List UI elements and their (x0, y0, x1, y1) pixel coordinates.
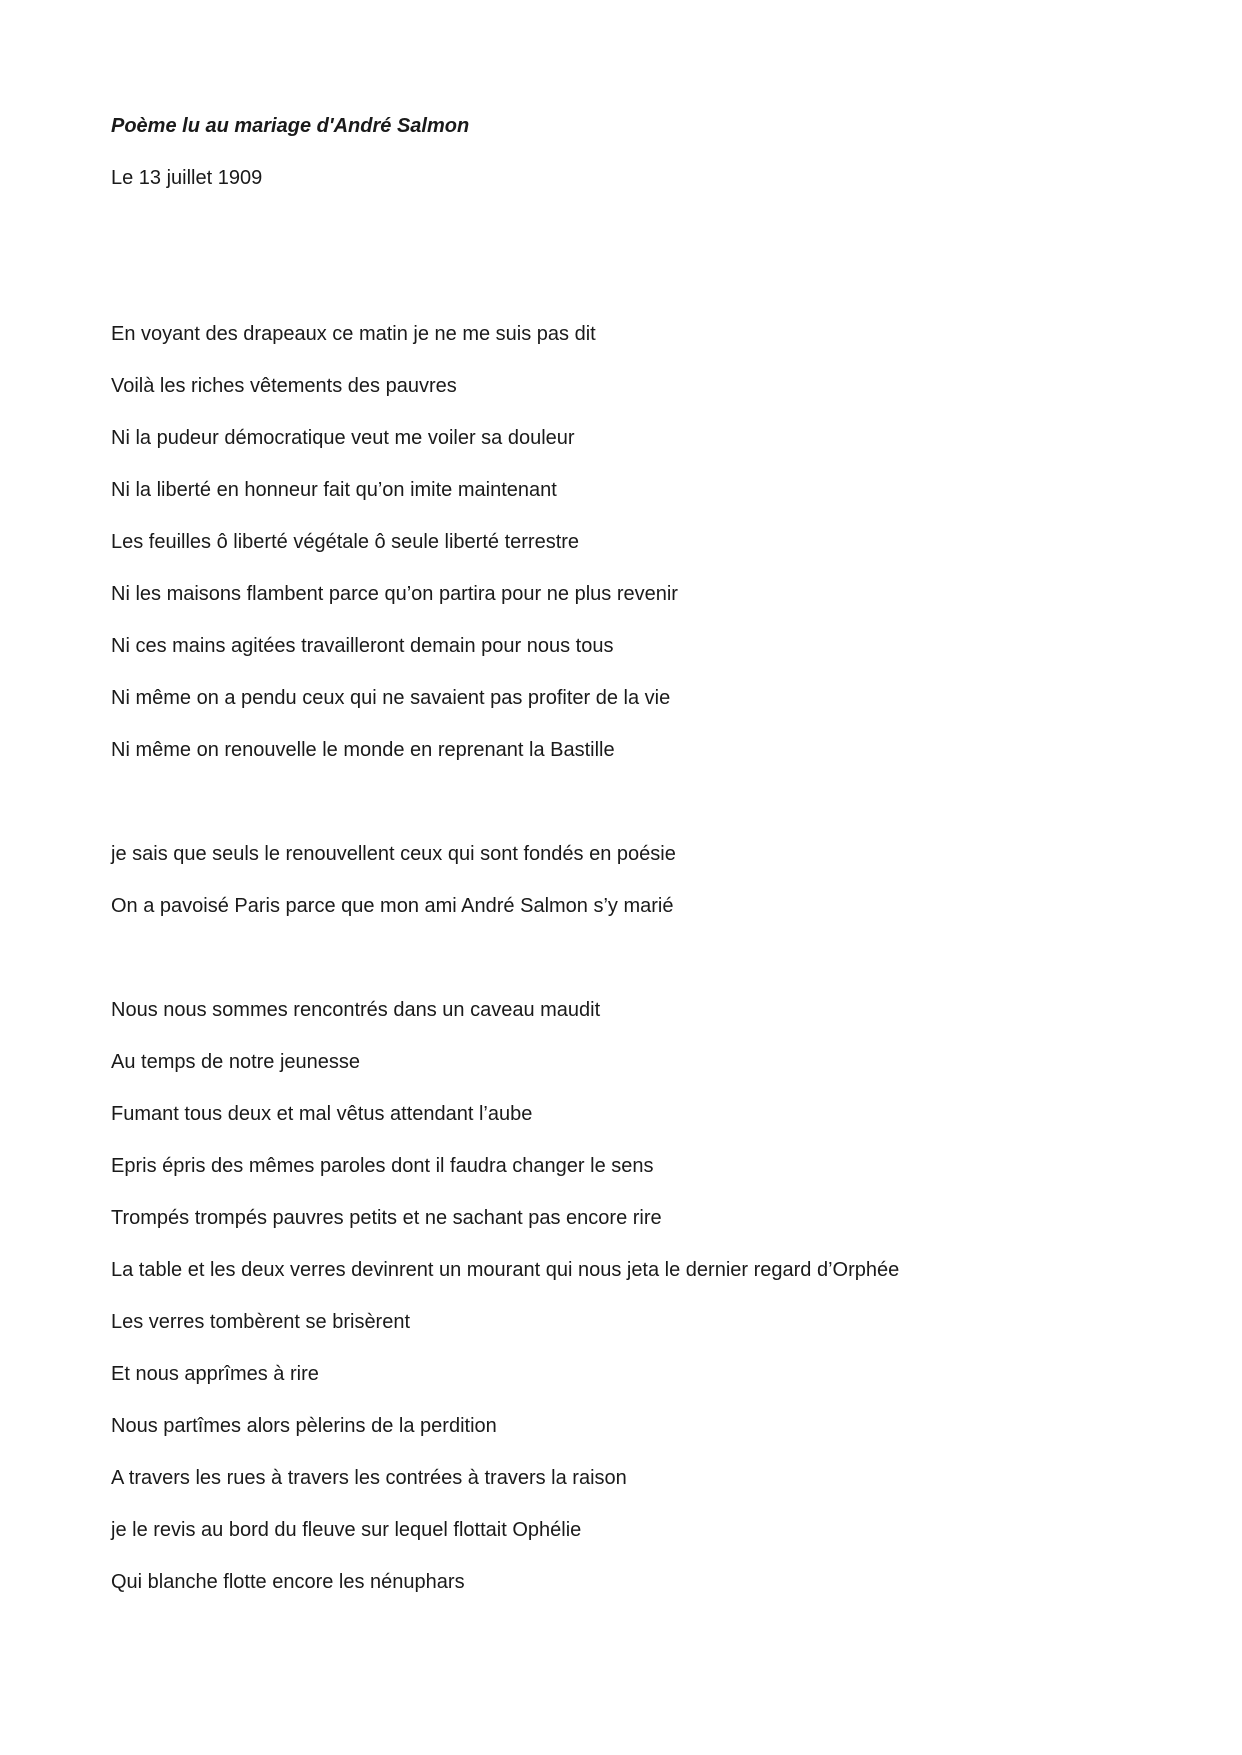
verse-line: Nous nous sommes rencontrés dans un caveau maudit (111, 999, 601, 1021)
verse-line: Ni même on a pendu ceux qui ne savaient pas profiter de la vie (111, 687, 671, 709)
verse-line: Ni la pudeur démocratique veut me voiler sa douleur (111, 427, 575, 449)
verse-line: Ni même on renouvelle le monde en reprenant la Bastille (111, 739, 615, 761)
verse-line: Fumant tous deux et mal vêtus attendant l’aube (111, 1103, 533, 1125)
verse-line: Ni les maisons flambent parce qu’on partira pour ne plus revenir (111, 583, 678, 605)
verse-line: Les verres tombèrent se brisèrent (111, 1311, 411, 1333)
stanza-3 (111, 997, 1131, 1595)
stanza-1 (111, 321, 1131, 763)
verse-line: Et nous apprîmes à rire (111, 1363, 319, 1385)
verse-line: Voilà les riches vêtements des pauvres (111, 375, 457, 397)
verse-line: Ni la liberté en honneur fait qu’on imite maintenant (111, 479, 557, 501)
stanza-2 (111, 841, 1131, 919)
verse-line: Les feuilles ô liberté végétale ô seule liberté terrestre (111, 531, 580, 553)
poem-title: Poème lu au mariage d'André Salmon (111, 115, 470, 137)
verse-line: Trompés trompés pauvres petits et ne sachant pas encore rire (111, 1207, 662, 1229)
verse-line: Qui blanche flotte encore les nénuphars (111, 1571, 465, 1593)
verse-line: je sais que seuls le renouvellent ceux qui sont fondés en poésie (111, 843, 676, 865)
verse-line: Epris épris des mêmes paroles dont il faudra changer le sens (111, 1155, 654, 1177)
verse-line: je le revis au bord du fleuve sur lequel flottait Ophélie (111, 1519, 582, 1541)
poem-body (111, 113, 1131, 1595)
verse-line: Nous partîmes alors pèlerins de la perdition (111, 1415, 497, 1437)
verse-line: Au temps de notre jeunesse (111, 1051, 361, 1073)
verse-line: Ni ces mains agitées travailleront demain pour nous tous (111, 635, 614, 657)
verse-line: A travers les rues à travers les contrées à travers la raison (111, 1467, 627, 1489)
verse-line: La table et les deux verres devinrent un mourant qui nous jeta le dernier regard d’Orphée (111, 1259, 900, 1281)
poem-date: Le 13 juillet 1909 (111, 167, 263, 189)
verse-line: En voyant des drapeaux ce matin je ne me suis pas dit (111, 323, 596, 345)
verse-line: On a pavoisé Paris parce que mon ami André Salmon s’y marié (111, 895, 674, 917)
